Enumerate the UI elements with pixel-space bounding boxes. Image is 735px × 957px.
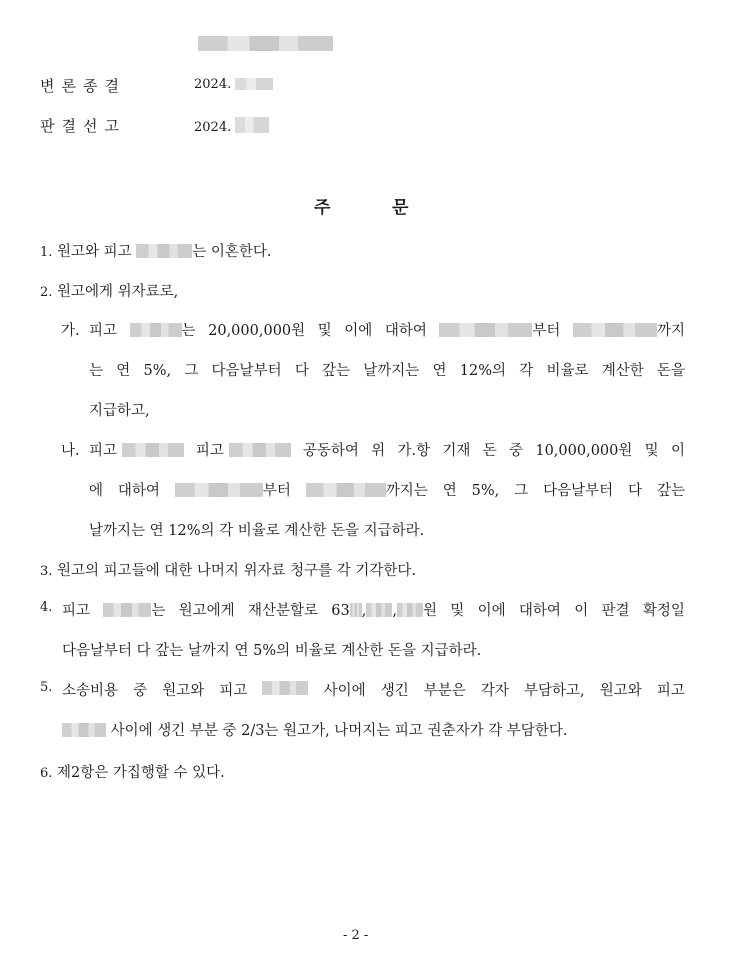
order-item-5-line-2: 사이에 생긴 부분 중 2/3는 원고가, 나머지는 피고 권춘자가 각 부담한다. [62, 719, 567, 740]
redacted-date [235, 117, 269, 133]
redacted-amount [350, 603, 362, 617]
redacted-date [175, 483, 263, 497]
sub-item-na-line-1: 피고 피고 공동하여 위 가.항 기재 돈 중 10,000,000원 및 이 [89, 443, 685, 459]
order-item-4-line-2: 다음날부터 다 갚는 날까지 연 5%의 비율로 계산한 돈을 지급하라. [62, 643, 482, 659]
redacted-date [439, 323, 532, 337]
order-item-5-line-1: 소송비용 중 원고와 피고 사이에 생긴 부분은 각자 부담하고, 원고와 피고 [62, 683, 685, 699]
sub-item-ga-line-3: 지급하고, [89, 403, 150, 419]
order-item-4-number: 4. [40, 600, 53, 615]
redacted-date [235, 78, 273, 90]
redacted-amount [366, 603, 392, 617]
order-item-2: 2. 원고에게 위자료로, [40, 284, 179, 300]
sub-item-na-number: 나. [61, 443, 80, 459]
order-item-5-number: 5. [40, 680, 53, 695]
redacted-name [262, 681, 308, 695]
redacted-amount [397, 603, 423, 617]
sub-item-ga-line-1: 피고 는 20,000,000원 및 이에 대하여 부터 까지 [89, 323, 685, 339]
redacted-name [62, 723, 106, 737]
redacted-date [573, 323, 657, 337]
order-item-4-line-1: 피고 는 원고에게 재산분할로 63 , , 원 및 이에 대하여 이 판결 확정일 [62, 603, 685, 619]
order-item-3: 3. 원고의 피고들에 대한 나머지 위자료 청구를 각 기각한다. [40, 563, 417, 579]
sub-item-ga-number: 가. [61, 323, 80, 339]
order-item-6: 6. 제2항은 가집행할 수 있다. [40, 765, 225, 781]
redacted-court-name [198, 36, 333, 51]
page-number: - 2 - [343, 928, 369, 943]
section-title-right: 문 [392, 198, 409, 218]
redacted-name [136, 244, 192, 258]
closing-date-value: 2024. [194, 77, 273, 92]
section-title-left: 주 [314, 198, 331, 218]
sub-item-na-line-3: 날까지는 연 12%의 각 비율로 계산한 돈을 지급하라. [89, 523, 425, 539]
sub-item-ga-line-2: 는 연 5%, 그 다음날부터 다 갚는 날까지는 연 12%의 각 비율로 계산한 돈을 [89, 363, 685, 379]
sentence-date-value: 2024. [194, 117, 269, 135]
redacted-name [130, 323, 182, 337]
sub-item-na-line-2: 에 대하여 부터 까지는 연 5%, 그 다음날부터 다 갚는 [89, 483, 685, 499]
redacted-name [103, 603, 151, 617]
redacted-name [229, 443, 291, 457]
order-item-1: 1. 원고와 피고 는 이혼한다. [40, 244, 272, 260]
redacted-name [122, 443, 184, 457]
closing-date-label: 변론종결 [40, 77, 126, 95]
sentence-date-label: 판결선고 [40, 117, 126, 135]
redacted-date [306, 483, 386, 497]
